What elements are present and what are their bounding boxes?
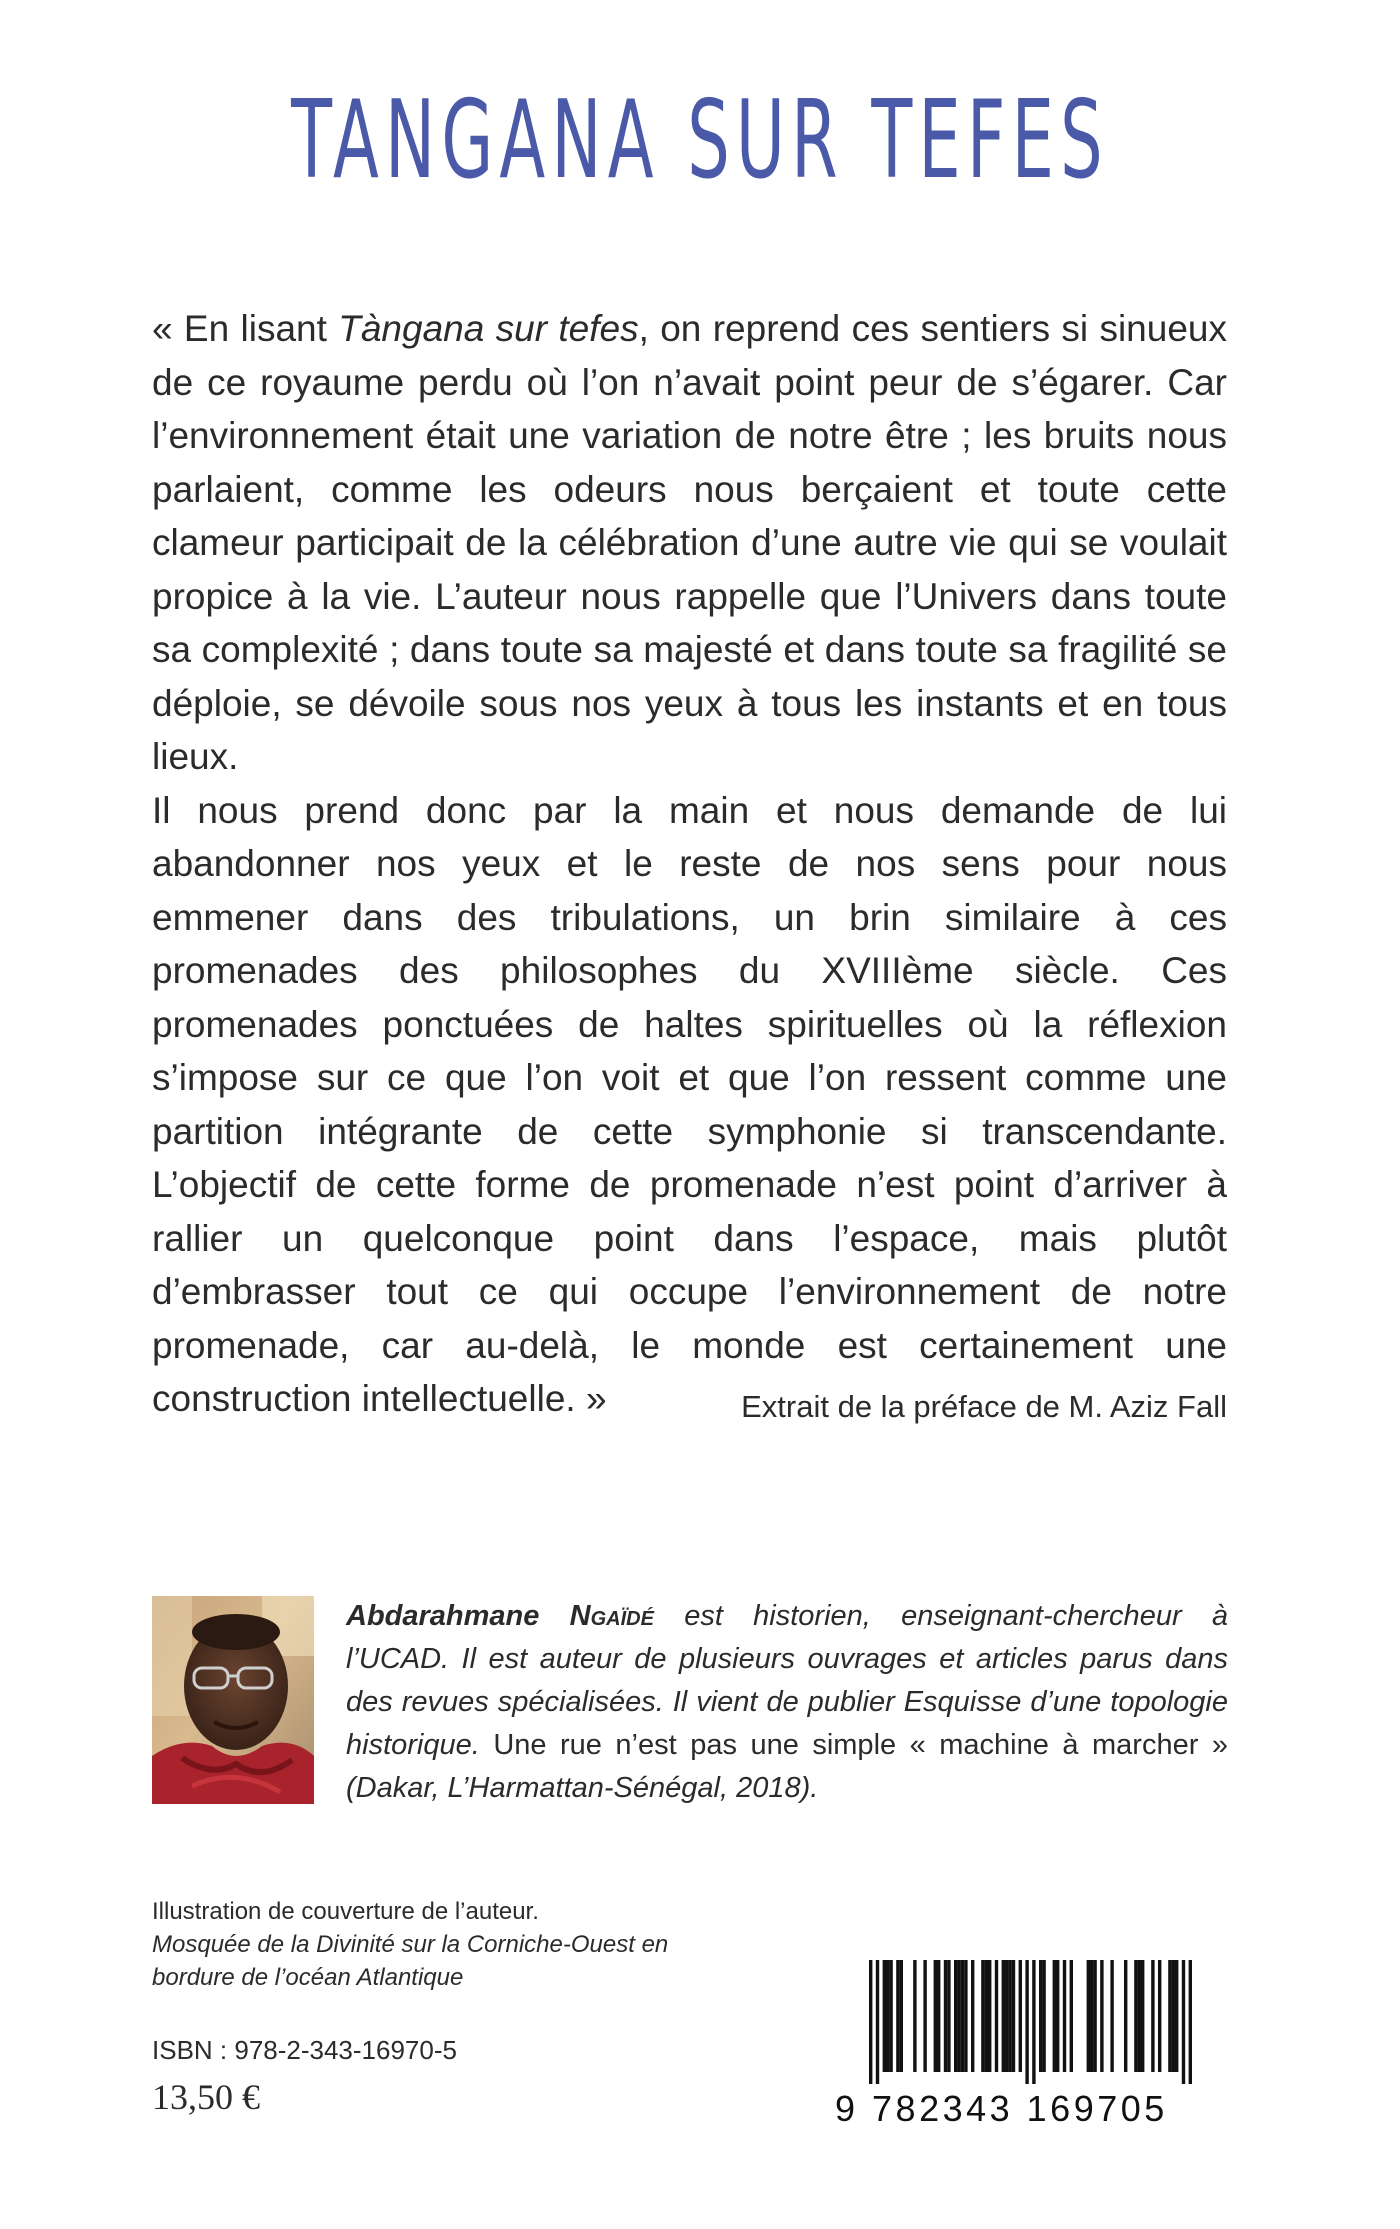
barcode-bar — [1005, 1960, 1008, 2072]
author-bio-text: est historien, enseignant-chercheur à l’UCAD. Il est auteur de plusieurs ouvrages et articles parus dans des revues spécialisées. Il vient de publier Esquisse d’une topologie historique. — [346, 1600, 1228, 1761]
barcode-bar — [1189, 1960, 1192, 2084]
barcode-bar — [1008, 1960, 1011, 2072]
barcode-bar — [1175, 1960, 1178, 2072]
barcode-bar — [1138, 1960, 1141, 2072]
barcode-bars — [835, 1960, 1227, 2084]
barcode-bar — [957, 1960, 960, 2072]
preface-paragraph-1-text: , on reprend ces sentiers si sinueux de ce royaume perdu où l’on n’avait point peur de s’égarer. Car l’environnement était une variation de notre être ; les bruits nous parlaient, comme les odeurs nous berçaient et toute cette clameur participait de la célébration d’une autre vie qui se voulait propice à la vie. L’auteur nous rappelle que l’Univers dans toute sa complexité ; dans toute sa majesté et dans toute sa fragilité se déploie, se dévoile sous nos yeux à tous les instants et en tous lieux. — [152, 308, 1227, 777]
barcode-bar — [1002, 1960, 1005, 2072]
author-last-name: Ngaïdé — [569, 1600, 654, 1632]
barcode-bar — [1063, 1960, 1066, 2072]
barcode-bar — [981, 1960, 984, 2072]
barcode-bar — [985, 1960, 988, 2072]
barcode-bar — [1042, 1960, 1045, 2072]
preface-quote — [152, 302, 1227, 1426]
price: 13,50 € — [152, 2077, 260, 2117]
preface-paragraph-1 — [152, 302, 1227, 784]
barcode-bar — [1053, 1960, 1056, 2072]
barcode-bar — [1182, 1960, 1185, 2084]
illustration-credit-line: Illustration de couverture de l’auteur. — [152, 1898, 539, 1925]
barcode-bar — [944, 1960, 947, 2072]
author-first-name: Abdarahmane — [346, 1600, 570, 1632]
barcode-bar — [1032, 1960, 1035, 2084]
barcode-bar — [1151, 1960, 1154, 2072]
barcode-bar — [971, 1960, 974, 2072]
barcode-bar — [889, 1960, 892, 2072]
barcode-digits: 9 782343 169705 — [835, 2088, 1168, 2129]
cover-illustration-credit — [152, 1895, 752, 1994]
author-bio-book-title: Une rue n’est pas une simple « machine à marcher » — [479, 1729, 1228, 1761]
barcode-bar — [1172, 1960, 1175, 2072]
barcode-bar — [1158, 1960, 1161, 2072]
barcode-bar — [947, 1960, 950, 2072]
barcode-bar — [1039, 1960, 1042, 2072]
barcode-bar — [988, 1960, 991, 2072]
barcode-bar — [876, 1960, 879, 2084]
barcode-bar — [1100, 1960, 1103, 2072]
book-title: TANGANA SUR TEFES — [291, 78, 1109, 203]
barcode-bar — [1025, 1960, 1028, 2084]
barcode-bar — [883, 1960, 886, 2072]
illustration-caption: Mosquée de la Divinité sur la Corniche-Ouest en bordure de l’océan Atlantique — [152, 1931, 669, 1991]
quoted-book-title: Tàngana sur tefes — [338, 308, 639, 349]
barcode-bar — [934, 1960, 937, 2072]
barcode-bar — [937, 1960, 940, 2072]
barcode-bar — [954, 1960, 957, 2072]
barcode-bar — [886, 1960, 889, 2072]
barcode-bar — [1124, 1960, 1127, 2072]
barcode-bar — [869, 1960, 872, 2084]
barcode-bar — [1056, 1960, 1059, 2072]
barcode-bar — [1110, 1960, 1113, 2072]
barcode-bar — [964, 1960, 967, 2072]
barcode-bar — [1019, 1960, 1022, 2072]
preface-attribution: Extrait de la préface de M. Aziz Fall — [741, 1389, 1227, 1424]
barcode-bar — [1134, 1960, 1137, 2072]
barcode-bar — [1090, 1960, 1093, 2072]
barcode-bar — [900, 1960, 903, 2072]
author-biography — [346, 1595, 1228, 1810]
barcode-bar — [896, 1960, 899, 2072]
preface-paragraph-2: Il nous prend donc par la main et nous demande de lui abandonner nos yeux et le reste de nos sens pour nous emmener dans des tribulations, un brin similaire à ces promenades des philosophes du XVIIIème siècle. Ces promenades ponctuées de haltes spirituelles où la réflexion s’impose sur ce que l’on voit et que l’on ressent comme une partition intégrante de cette symphonie si transcendante. L’objectif de cette forme de promenade n’est point d’arriver à rallier un quelconque point dans l’espace, mais plutôt d’embrasser tout ce qui occupe l’environnement de notre promenade, car au-delà, le monde est certainement une construction intellectuelle. » — [152, 789, 1227, 1419]
author-portrait-illustration — [152, 1596, 314, 1804]
isbn: ISBN : 978-2-343-16970-5 — [152, 2035, 457, 2065]
barcode-bar — [1012, 1960, 1015, 2072]
author-bio-publisher: (Dakar, L’Harmattan-Sénégal, 2018). — [346, 1772, 819, 1804]
author-photo — [152, 1596, 314, 1804]
barcode-bar — [913, 1960, 916, 2072]
barcode-bar — [1093, 1960, 1096, 2072]
barcode-bar — [1141, 1960, 1144, 2072]
barcode-bar — [1087, 1960, 1090, 2072]
barcode-bar — [995, 1960, 998, 2072]
open-quote: « En lisant — [152, 308, 339, 349]
barcode-bar — [961, 1960, 964, 2072]
barcode-bar — [1168, 1960, 1171, 2072]
barcode-bar — [1070, 1960, 1073, 2072]
barcode-bar — [923, 1960, 926, 2072]
